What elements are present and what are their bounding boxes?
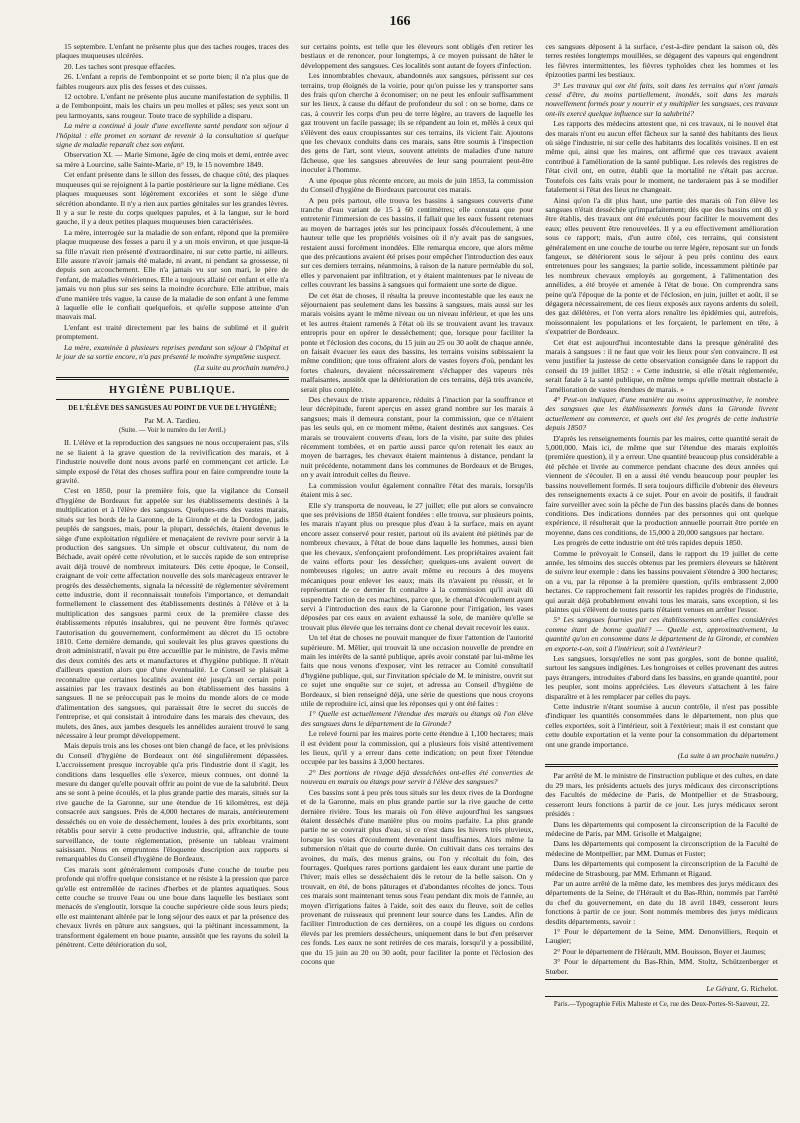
italic-note: La mère a continué à jouir d'une excellente santé pendant son séjour à l'hôpital : elle promet en sortant de revenir à la consultation si quelque signe de maladie reparaît chez son enfant. xyxy=(56,121,289,150)
signature xyxy=(545,984,778,993)
article-author: Par M. A. Tardieu. xyxy=(144,415,201,425)
decree-paragraph: 3° Pour le département du Bas-Rhin, MM. Stoltz, Schützenberger et Stœber. xyxy=(545,957,778,976)
paragraph: Les sangsues, lorsqu'elles ne sont pas gorgées, sont de bonne qualité, surtout les sangsues indigènes. Les hongroises et celles provenant des autres pays étrangers, introduites d'abord dans les bassins, en grande quantité, pour les peupler, sont moins appréciées. Les éleveurs s'attachent à les faire disparaître et à les remplacer par celles du pays. xyxy=(545,654,778,701)
article-title: DE L'ÉLÈVE DES SANGSUES AU POINT DE VUE DE L'HYGIÈNE; xyxy=(68,405,277,413)
paragraph: Elle s'y transporta de nouveau, le 27 juillet; elle put alors se convaincre que ses prévisions de 1850 étaient fondées : elle trouva, sur plusieurs points, les marais n'ayant plus ou presque plus d'eau à la surface, mais en ayant encore assez conservé pour rester, partout où ils avaient été piétinés par de nombreux chevaux, à l'état de boue dans laquelle les hommes, aussi bien que les chevaux, s'enfonçaient profondément. Les propriétaires avaient fait de vains efforts pour les dessécher; quelques-uns avaient ouvert de nombreuses rigoles; un autre avait même eu recours à des moyens mécaniques pour enlever les eaux; mais ils n'avaient pu réussir, et le représentant de ce dernier fit connaître à la commission qu'il avait dû suspendre l'action de ces machines, parce que, le chenal d'écoulement ayant servi à l'introduction des eaux de la Garonne pour l'irrigation, les vases déposées par ces eaux en avaient exhaussé la sole, de manière qu'elle se trouvait plus élevée que les terrains dont ce chenal devait recevoir les eaux. xyxy=(300,500,534,632)
answer: Ces bassins sont à peu près tous situés sur les deux rives de la Dordogne et de la Garonne, mais en plus grande partie sur la rive gauche de cette dernière rivière. Tous les marais où l'on élève aujourd'hui les sangsues étaient desséchés d'une manière plus ou moins parfaite. La plus grande partie ne se couvrait plus d'eau, si ce n'est dans les hivers très pluvieux, lorsque les voies d'écoulement devenaient insuffisantes. Alors même la submersion n'était que de courte durée. On cultivait dans ces terrains des avoines, du maïs, des menus grains, ou l'on y récoltait du foin, des fourrages. Quelques rares portions gardaient les eaux durant une partie de l'hiver; mais elles se desséchaient dès le retour de la belle saison. On y trouvait, en été, de bons pâturages et d'abondantes récoltes de joncs. Tous ces marais sont maintenant tenus sous l'eau pendant dix mois de l'année, au moyen d'irrigations faites à l'aide, soit des eaux du fleuve, soit de celles provenant de ruisseaux qui prennent leur source dans les Landes. Afin de faciliter l'introduction de ces dernières, on a coupé les digues ou cordons élevés par les premiers dessécheurs, uniquement dans le but d'en préserver ces fonds. Les eaux ne sont retirées de ces marais, lorsqu'il y a possibilité, que du 15 juin au 20 ou 30 août, pour faciliter la ponte et l'éclosion des cocons que xyxy=(300,787,534,966)
column-3 xyxy=(545,42,778,1067)
paragraph: A une époque plus récente encore, au mois de juin 1853, la commission du Conseil d'hygiène de Bordeaux parcourut ces marais. xyxy=(300,175,534,195)
to-be-continued: (La suite au prochain numéro.) xyxy=(194,363,289,373)
paragraph: II. L'élève et la reproduction des sangsues ne nous occuperaient pas, s'ils ne se liaient à la grave question de la revivification des marais, et à l'industrie nouvelle dont nous avons parlé en commençant cet article. Le simple exposé de l'état des choses suffira pour en faire comprendre toute la gravité. xyxy=(56,438,289,486)
paragraph: Ces marais sont généralement composés d'une couche de tourbe peu profonde qui n'offre quelque consistance et ne résiste à la pression que parce qu'elle est entremêlée de racines d'herbes et de plantes aquatiques. Sous cette couche se trouve l'eau ou une boue dans laquelle les bestiaux sont menacés de s'engloutir, lorsque la couche supérieure cède sous leurs pieds; elle est maintenant altérée par le long séjour des eaux et par la présence des chevaux livrés en pâture aux sangsues, qui la piétinant incessamment, la transforment également en boue puante, aussitôt que les rayons du soleil la pénètrent. Cette détérioration du sol, xyxy=(56,864,289,949)
question: 3° Les travaux qui ont été faits, soit dans les terrains qui n'ont jamais cessé d'être, du moins partiellement, inondés, soit dans les marais nouvellement formés pour y nourrir et y multiplier les sangsues, ces travaux ont-ils exercé quelque influence sur la salubrité? xyxy=(545,80,778,118)
imprint: Paris.—Typographie Félix Malteste et Ce, rue des Deux-Portes-St-Sauveur, 22. xyxy=(553,1001,770,1009)
paragraph: La mère, interrogée sur la maladie de son enfant, répond que la première plaque muqueuse des fesses a paru il y a un mois environ, et que jusque-là sa fille n'avait rien présenté d'extraordinaire, ni sur cette partie, ni ailleurs. Elle assure n'avoir jamais été malade, ni avant, ni pendant sa grossesse, ni depuis son accouchement. Elle n'a jamais vu sur son mari, le père de l'enfant, de maladies vénériennes. Elle a toujours allaité cet enfant et elle n'a jamais vu non plus sur ses seins la moindre écorchure. Elle attribue, mais d'une manière très vague, la cause de la maladie de son enfant à une femme à laquelle elle le confiait quelquefois, et qu'elle suppose atteinte d'un mauvais mal. xyxy=(56,227,289,322)
paragraph: Cet enfant présente dans le sillon des fesses, de chaque côté, des plaques muqueuses qui se rejoignent à la partie postérieure sur la ligne médiane. Ces plaques muqueuses sont légèrement excoriées et sont le siège d'une sécrétion abondante. Il n'y a rien aux parties génitales sur les grandes lèvres. Il y a sur le reste du corps quelques papules, et à la langue, sur le bord gauche, il y a deux petites plaques muqueuses bien caractérisées. xyxy=(56,170,289,227)
paragraph: Les rapports des médecins attestent que, ni ces travaux, ni le nouvel état des marais n'ont eu aucun effet fâcheux sur la santé des habitants des lieux où siège l'industrie, ni sur celle des habitants des localités voisines. Il en est même qui, ainsi que les maires, ont affirmé que ces travaux avaient contribué à l'amélioration de la santé publique. Les relevés des registres de l'état civil ont, en outre, établi que la mortalité ne s'était pas accrue. Toutefois ces faits vrais pour le moment, ne tarderaient pas à se modifier fatalement si l'état des lieux ne changeait. xyxy=(545,119,778,195)
imprint-divider xyxy=(545,996,778,997)
question: 5° Les sangsues fournies par ces établissements sont-elles considérées comme étant de bonne qualité? — Quelle est, approximativement, la quantité qu'on en consomme dans le département de la Gironde, et combien en exporte-t-on, soit à l'intérieur, soit à l'extérieur? xyxy=(545,615,778,653)
section-title: HYGIÈNE PUBLIQUE. xyxy=(108,384,236,396)
signature-label: Le Gérant, xyxy=(706,984,740,993)
decree-paragraph: 2° Pour le département de l'Hérault, MM. Bouisson, Boyer et Jaumes; xyxy=(553,946,766,956)
signature-name: G. Richelot. xyxy=(741,984,778,993)
question: 4° Peut-on indiquer, d'une manière au moins approximative, le nombre des sangsues que les établissements formés dans la Gironde livrent actuellement au commerce, et quels ont été les progrès de cette industrie depuis 1850? xyxy=(545,395,778,433)
paragraph: ces sangsues déposent à la surface, c'est-à-dire pendant la saison où, dès terres restées longtemps mouillées, se dégagent des vapeurs qui engendrent les fièvres intermittentes, les fièvres typhoïdes chez les hommes et les épizooties parmi les bestiaux. xyxy=(545,42,778,80)
paragraph: Un tel état de choses ne pouvait manquer de fixer l'attention de l'autorité supérieure. M. Mêlier, qui trouvait là une occasion nouvelle de prendre en main les intérêts de la santé publique, après avoir constaté par lui-même les faits que nous venons d'exposer, vint les retracer au Comité consultatif d'hygiène publique, qui, sur l'invitation spéciale de M. le ministre, ouvrit sur ce sujet une enquête sur ce sujet, et adressa au Conseil d'hygiène de Bordeaux, si bien renseigné déjà, une série de questions que nous croyons utile de reproduire ici, ainsi que les réponses qui y ont été faites : xyxy=(300,633,534,709)
paragraph: La commission voulut également connaître l'état des marais, lorsqu'ils étaient mis à sec. xyxy=(300,480,534,500)
page-number: 166 xyxy=(389,14,411,29)
paragraph: Des chevaux de triste apparence, réduits à l'inaction par la souffrance et leur décrépitude, furent aperçus en assez grand nombre sur les marais à sangsues; mais il demeura constant, pour la commission, que ce n'étaient pas les seuls qui, en ce moment même, étaient destinés aux sangsues. Ces marais se trouvaient couverts d'eau, lors de la visite, par suite des pluies récemment tombées, et en partie aussi parce qu'on retenait les eaux au moyen de barrages, les chevaux étaient maintenus à distance, pendant la nuit précédente, notamment dans les communes de Bordeaux et de Bruges, on y avait introduit celles du fleuve. xyxy=(300,395,534,480)
column-2 xyxy=(301,42,534,1067)
paragraph: Comme le prévoyait le Conseil, dans le rapport du 19 juillet de cette année, les témoins des succès obtenus par les premiers éleveurs se hâtèrent de suivre leur exemple : dans les bassins pouvaient s'étendre à 300 hectares; on a vu, par la réponse à la première question, qu'ils embrassent 2,000 hectares. Ce rapprochement fait ressortir les rapides progrès de l'industrie, qui aurait déjà probablement envahi tous les marais, sans exception, si les plaintes qui s'élèvent de toutes parts n'étaient venues en arrêter l'essor. xyxy=(545,548,778,614)
paragraph: sur certains points, est telle que les éleveurs sont obligés d'en retirer les bestiaux et de renoncer, pour longtemps, à ce moyen puissant de hâter le développement des sangsues. Ces localités sont autant de foyers d'infection. xyxy=(300,42,534,70)
paragraph: Cette industrie n'étant soumise à aucun contrôle, il n'est pas possible d'indiquer les quantités consommées dans le département, non plus que celles exportées, soit à l'intérieur, soit à l'extérieur; mais il est constant que cette double exportation et la vente pour la consommation du département ont une grande importance. xyxy=(545,702,778,749)
article-sequel-note: (Suite. — Voir le numéro du 1er Avril.) xyxy=(119,427,226,435)
question: 2° Des portions de rivage déjà desséchées ont-elles été converties de nouveau en marais ou étangs pour servir à l'élève des sangsues? xyxy=(300,767,534,787)
list-item: 15 septembre. L'enfant ne présente plus que des taches rouges, traces des plaques muqueuses ulcérées. xyxy=(56,42,289,61)
paragraph: D'après les renseignements fournis par les maires, cette quantité serait de 5,000,000. Mais ici, de même que sur l'étendue des marais exploités (première question), il y a erreur. Une quantité beaucoup plus considérable a été pêchée et livrée au commerce pendant chacune des deux années qui viennent de s'écouler. Il en a aussi été vendu beaucoup pour peupler les bassins nouvellement formés. Il sera toujours difficile d'obtenir des éleveurs des renseignements exacts à ce sujet. Pour en avoir de positifs, il faudrait faire surveiller avec soin la pêche de l'un des bassins placés dans de bonnes conditions. Des indications données par des personnes qui ont quelque expérience, il résulterait que la production annuelle pourrait être portée en moyenne, dans ces conditions, de 15,000 à 20,000 sangsues par hectare. xyxy=(545,433,778,537)
signature-divider xyxy=(545,979,778,980)
paragraph: Cet état est aujourd'hui incontestable dans la presque généralité des marais à sangsues : il ne faut que voir les lieux pour s'en convaincre. Il est venu justifier la justesse de cette observation consignée dans le rapport du conseil du 19 juillet 1852 : « Cette industrie, si elle n'était réglementée, serait fatale à la santé publique, en même temps qu'elle mettrait obstacle à l'amélioration de vastes étendues de marais. » xyxy=(545,337,778,394)
list-item: 20. Les taches sont presque effacées. xyxy=(64,61,176,71)
decree-paragraph: Dans les départements qui composent la circonscription de la Faculté de médecine de Montpellier, par MM. Dumas et Fuster; xyxy=(545,839,778,858)
section-divider xyxy=(545,764,778,767)
paragraph: Ainsi qu'on l'a dit plus haut, une partie des marais où l'on élève les sangsues n'était desséchée qu'imparfaitement; dès que des bassins ont dû y être établis, des travaux ont été exécutés pour faciliter le mouvement des eaux; elles peuvent être renouvelées. Il y a eu effectivement amélioration sous ce rapport; mais, d'un autre côté, ces terrains, qui consistent généralement en une couche de tourbe ou terre légère, reposant sur un fonds fangeux, se détériorent sous le séjour à peu près continu des eaux entretenues pour les sangsues; la partie solide, incessamment piétinée par les nombreux chevaux employés au gorgement, à l'alimentation des annélides, a été broyée et amenée à l'état de boue. On comprendra sans peine qu'à l'époque de la ponte et de l'éclosion, en juin, juillet et août, il se dégagera nécessairement, de ces lieux exposés aux rayons ardents du soleil, des gaz délétères, et l'on verra alors renaître les épidémies qui, autrefois, moissonnaient les populations et les forçaient, le parlement en tête, à s'expatrier de Bordeaux. xyxy=(545,195,778,337)
paragraph: De cet état de choses, il résulta la preuve incontestable que les eaux ne séjournaient pas seulement dans les bassins à sangsues, mais aussi sur les marais voisins ayant le même niveau ou un niveau inférieur, et que les uns et les autres étaient ramenés à l'état où ils se trouvaient avant les travaux entrepris pour en opérer le dessèchement; que, lorsque pour faciliter la ponte et l'éclosion des cocons, du 15 juin au 25 ou 30 août de chaque année, on faisait évacuer les eaux des bassins, les terrains voisins subissaient la même condition; que tous offraient alors de vastes foyers d'où, pendant les fortes chaleurs, devaient nécessairement s'échapper des vapeurs très malfaisantes, aussitôt que la détérioration de ces terrains, déjà très avancée, serait plus complète. xyxy=(300,290,534,394)
paragraph: A peu près partout, elle trouva les bassins à sangsues couverts d'une tranche d'eau variant de 15 à 60 centimètres; elle constata que pour entretenir l'immersion de ces bassins, il fallait que les eaux fussent retenues au moyen de barrages jetés sur les principaux fossés d'écoulement, à une hauteur telle que les propriétés voisines où il n'y avait pas de sangsues, restaient aussi forcément inondées. Elle remarqua encore, que alors même que des précautions avaient été prises pour empêcher l'introduction des eaux sur ces derniers terrains, néanmoins, à raison de la nature perméable du sol, elles y parvenaient par infiltration, et y étaient maintenues par le niveau de celles couvrant les bassins à sangsues qui formaient une sorte de digue. xyxy=(300,195,534,290)
decree-paragraph: 1° Pour le département de la Seine, MM. Denonvilliers, Requin et Laugier; xyxy=(545,926,778,946)
paragraph: Mais depuis trois ans les choses ont bien changé de face, et les prévisions du Conseil d'hygiène de Bordeaux ont été singulièrement dépassées. L'accroissement presque incroyable qu'a pris l'industrie dont il s'agit, les conditions dans lesquelles elle s'exerce, mieux connues, ont donné la mesure du danger qu'elle pouvait offrir au point de vue de la salubrité. Deux ans se sont à peine écoulés, et la plus grande partie des marais, situés sur la rive gauche de la Garonne, sur une étendue de 16 kilomètres, est déjà consacrée aux sangsues. Près de 4,000 hectares de marais, antérieurement desséchés ou en voie de dessèchement, louées à des prix exorbitants, sont rétablis pour servir à cette productive industrie, qui, affranchie de toute surveillance, de toute réglementation, présente un tableau vraiment saisissant. Nous en empruntons l'éloquente description aux rapports si remarquables du Conseil d'hygiène de Bordeaux. xyxy=(56,741,289,864)
to-be-continued: (La suite à un prochain numéro.) xyxy=(677,751,778,761)
question: 1° Quelle est actuellement l'étendue des marais ou étangs où l'on élève des sangsues dans le département de la Gironde? xyxy=(300,709,534,728)
list-item: 12 octobre. L'enfant ne présente plus aucune manifestation de syphilis. Il a de l'embonpoint, mais les chairs un peu molles et pâles; ses yeux sont un peu larmoyants, sans rougeur. Toute trace de syphilide a disparu. xyxy=(56,92,289,120)
observation-heading: Observation XI. — Marie Simone, âgée de cinq mois et demi, entrée avec sa mère à Lourcine, salle Sainte-Marie, n° 19, le 15 novembre 1849. xyxy=(56,150,289,169)
paragraph: C'est en 1850, pour la première fois, que la vigilance du Conseil d'hygiène de Bordeaux fut appelée sur les établissements destinés à la multiplication et à l'élève des sangsues. Quelques-uns des vastes marais, situés sur les bords de la Garonne, de la Gironde et de la Dordogne, jadis peuplés de sangsues, mais, pour la plupart, desséchés, étaient devenus le siège d'une exploitation régulière et menaçaient de revivre pour servir à la production des sangsues. Un simple et obscur cultivateur, du nom de Béchade, avait opéré cette révolution, et le succès rapide de son entreprise avait déjà trouvé de nombreux imitateurs. Dès cette époque, le Conseil, craignant de voir cette affectation nouvelle des sols marécageux entraver le progrès des dessèchements, signala la nécessité de réglementer sévèrement cette industrie, dont il reconnaissait toutefois l'importance, et demandait formellement le classement des établissements destinés à l'élève et à la multiplication des sangsues parmi ceux de la première classe des établissements réputés insalubres, qui ne peuvent être formés qu'avec l'autorisation du gouvernement, conformément au décret du 15 octobre 1810. Cette dernière demande, qui soulevait les plus graves questions du droit administratif, n'avait pu être accueillie par le ministre, de l'avis même des deux comités des arts et manufactures et d'hygiène publique. Il n'était d'ailleurs question alors que d'une éventualité. Le Conseil se plaisait à reconnaître que certaines localités avaient été jusqu'à un certain point assainies par les travaux destinés au bon établissement des bassins à sangsues. Il ne se préoccupait pas le moins du monde alors de ce mode d'alimentation des sangsues, qui paraissait être le secret du succès de l'entreprise, et qui consistait à introduire dans les marais des chevaux, des mulets, des ânes, aux jambes desquels les annélides auraient trouvé le sang nécessaire à leur prompt développement. xyxy=(56,486,289,741)
list-item: 26. L'enfant a repris de l'embonpoint et se porte bien; il n'a plus que de faibles rougeurs aux plis des fesses et des cuisses. xyxy=(56,72,289,91)
italic-conclusion: La mère, examinée à plusieurs reprises pendant son séjour à l'hôpital et le jour de sa sortie encore, n'a pas présenté le moindre symptôme suspect. xyxy=(56,342,289,361)
decree-paragraph: Par arrêté de M. le ministre de l'instruction publique et des cultes, en date du 29 mars, les présidents actuels des jurys médicaux des circonscriptions des Facultés de médecine de Paris, de Montpellier et de Strasbourg, cesseront leurs fonctions à partir de ce jour. Les jurys médicaux seront présidés : xyxy=(545,771,778,819)
paragraph: Les innombrables chevaux, abandonnés aux sangsues, périssent sur ces terrains, trop éloignés de la voirie, pour qu'on puisse les y transporter sans des frais qu'on cherche à économiser; on ne peut les enfouir suffisamment sur les lieux, à cause du défaut de profondeur du sol : on se borne, dans ce cas, à couvrir les corps d'un peu de terre légère, au travers de laquelle les gaz trouvent un facile passage; ils se répandent au loin et, mêlés à ceux qui s'élèvent des eaux croupissantes sur ces terrains, ils vicient l'air. Ajoutons que les chevaux conduits dans ces marais, sans être soumis à l'inspection des gens de l'art, sont vieux, souvent atteints de maladies d'une nature fâcheuse, que les sangsues abreuvées de leur sang pourraient peut-être inoculer à l'homme. xyxy=(300,71,534,175)
column-1 xyxy=(56,42,289,1067)
section-divider xyxy=(56,377,289,380)
decree-paragraph: Dans les départements qui composent la circonscription de la Faculté de médecine de Strasbourg, par MM. Erhmann et Rigaud. xyxy=(545,859,778,878)
decree-paragraph: Par un autre arrêté de la même date, les membres des jurys médicaux des départements de la Seine, de l'Hérault et du Bas-Rhin, nommés par l'arrêté du chef du gouvernement, en date du 18 avril 1849, cesseront leurs fonctions à partir de ce jour. Sont nommés membres des jurys médicaux desdits départements, savoir : xyxy=(545,878,778,926)
text-columns xyxy=(56,42,778,1067)
title-divider xyxy=(56,399,289,400)
decree-paragraph: Dans les départements qui composent la circonscription de la Faculté de médecine de Paris, par MM. Grisolle et Malgaigne; xyxy=(545,819,778,838)
paragraph: Les progrès de cette industrie ont été très rapides depuis 1850. xyxy=(553,538,743,548)
paragraph: L'enfant est traité directement par les bains de sublimé et il guérit promptement. xyxy=(56,322,289,342)
answer: Le relevé fourni par les maires porte cette étendue à 1,100 hectares; mais il est évident pour la commission, qui a plusieurs fois visité attentivement les lieux, qu'il y a erreur dans cette indication; on peut fixer l'étendue occupée par les bassins à 3,000 hectares. xyxy=(300,729,534,767)
